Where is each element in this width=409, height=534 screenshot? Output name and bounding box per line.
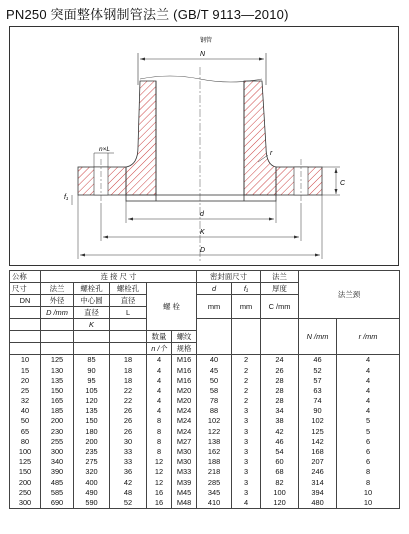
cell-thickness-c: 54 (261, 447, 299, 457)
cell-neck-r: 4 (337, 406, 400, 416)
cell-bolt-thread: M30 (172, 447, 197, 457)
cell-neck-n: 46 (299, 355, 337, 366)
cell-dn: 100 (10, 447, 41, 457)
table-row (10, 437, 400, 447)
cell-thickness-c: 34 (261, 406, 299, 416)
table-row (10, 467, 400, 477)
cell-bolt-thread: M33 (172, 467, 197, 477)
cell-flange-od: 200 (41, 416, 74, 426)
hdr-c-mm: C /mm (261, 295, 299, 319)
cell-bolt-qty: 12 (147, 477, 172, 487)
cell-thickness-c: 28 (261, 375, 299, 385)
cell-flange-od: 125 (41, 355, 74, 366)
cell-seal-f1: 3 (232, 406, 261, 416)
table-row (10, 447, 400, 457)
cell-seal-f1: 3 (232, 467, 261, 477)
cell-flange-od: 135 (41, 375, 74, 385)
cell-neck-n: 57 (299, 375, 337, 385)
hdr-dn: DN (10, 295, 41, 307)
hdr-d: d (197, 283, 232, 295)
cell-dn: 15 (10, 365, 41, 375)
cell-neck-r: 5 (337, 426, 400, 436)
cell-seal-f1: 2 (232, 355, 261, 366)
cell-dn: 125 (10, 457, 41, 467)
cell-neck-n: 394 (299, 487, 337, 497)
cell-neck-n: 90 (299, 406, 337, 416)
pipe-note: 钢管 (199, 38, 213, 44)
cell-flange-od: 230 (41, 426, 74, 436)
table-row (10, 426, 400, 436)
cell-bolt-center: 90 (74, 365, 110, 375)
cell-dn: 32 (10, 396, 41, 406)
cell-bolt-thread: M24 (172, 426, 197, 436)
hdr-r-mm: r /mm (337, 319, 400, 355)
hdr-connect-dims: 连 接 尺 寸 (41, 271, 197, 283)
table-row (10, 498, 400, 509)
cell-seal-d: 45 (197, 365, 232, 375)
cell-thickness-c: 38 (261, 416, 299, 426)
cell-thickness-c: 24 (261, 355, 299, 366)
cell-flange-od: 165 (41, 396, 74, 406)
cell-bolt-thread: M16 (172, 365, 197, 375)
dim-label-N: N (200, 51, 206, 58)
cell-seal-f1: 2 (232, 375, 261, 385)
cell-dn: 20 (10, 375, 41, 385)
cell-bolt-thread: M48 (172, 498, 197, 509)
hdr-l: L (110, 307, 147, 319)
cell-flange-od: 255 (41, 437, 74, 447)
cell-thickness-c: 68 (261, 467, 299, 477)
cell-thickness-c: 42 (261, 426, 299, 436)
cell-seal-f1: 3 (232, 437, 261, 447)
cell-hole-dia: 22 (110, 386, 147, 396)
cell-neck-r: 10 (337, 487, 400, 497)
cell-bolt-center: 400 (74, 477, 110, 487)
cell-neck-r: 8 (337, 467, 400, 477)
cell-flange-od: 130 (41, 365, 74, 375)
cell-seal-d: 40 (197, 355, 232, 366)
flange-cross-section (10, 27, 400, 267)
cell-thickness-c: 82 (261, 477, 299, 487)
cell-flange-od: 150 (41, 386, 74, 396)
hdr-diameter-1: 直径 (110, 295, 147, 307)
cell-bolt-thread: M30 (172, 457, 197, 467)
cell-hole-dia: 18 (110, 375, 147, 385)
cell-seal-d: 58 (197, 386, 232, 396)
cell-seal-d: 410 (197, 498, 232, 509)
cell-seal-f1: 3 (232, 426, 261, 436)
cell-bolt-center: 275 (74, 457, 110, 467)
cell-bolt-qty: 8 (147, 447, 172, 457)
cell-hole-dia: 48 (110, 487, 147, 497)
cell-neck-n: 207 (299, 457, 337, 467)
cell-hole-dia: 33 (110, 447, 147, 457)
hdr-bolt: 螺 栓 (147, 283, 197, 331)
cell-seal-d: 218 (197, 467, 232, 477)
cell-bolt-center: 590 (74, 498, 110, 509)
cell-bolt-center: 120 (74, 396, 110, 406)
cell-neck-n: 52 (299, 365, 337, 375)
cell-bolt-qty: 16 (147, 487, 172, 497)
cell-bolt-qty: 4 (147, 365, 172, 375)
hdr-f1: f₁ (232, 283, 261, 295)
hdr-bolt-hole-dia: 螺栓孔 (110, 283, 147, 295)
cell-bolt-qty: 8 (147, 416, 172, 426)
dim-label-C: C (340, 180, 346, 187)
cell-seal-d: 188 (197, 457, 232, 467)
hdr-flange-top: 法兰 (261, 271, 299, 283)
cell-bolt-center: 180 (74, 426, 110, 436)
cell-dn: 200 (10, 477, 41, 487)
cell-dn: 250 (10, 487, 41, 497)
cell-thickness-c: 28 (261, 396, 299, 406)
cell-dn: 50 (10, 416, 41, 426)
cell-seal-f1: 3 (232, 457, 261, 467)
table-row (10, 477, 400, 487)
cell-bolt-center: 85 (74, 355, 110, 366)
dim-label-d: d (200, 211, 204, 218)
cell-neck-r: 8 (337, 477, 400, 487)
cell-seal-d: 50 (197, 375, 232, 385)
cell-bolt-center: 200 (74, 437, 110, 447)
hdr-spec: 规格 (172, 343, 197, 355)
dim-label-K: K (200, 229, 205, 236)
hdr-flange-od: 法兰 (41, 283, 74, 295)
table-row (10, 355, 400, 366)
cell-neck-n: 480 (299, 498, 337, 509)
cell-hole-dia: 42 (110, 477, 147, 487)
cell-neck-n: 168 (299, 447, 337, 457)
cell-bolt-thread: M27 (172, 437, 197, 447)
cell-seal-d: 78 (197, 396, 232, 406)
hdr-thickness: 厚度 (261, 283, 299, 295)
hdr-mm-1: mm (197, 295, 232, 319)
cell-bolt-qty: 4 (147, 406, 172, 416)
flange-drawing (9, 26, 399, 266)
table-row (10, 487, 400, 497)
cell-seal-f1: 3 (232, 447, 261, 457)
cell-neck-r: 4 (337, 386, 400, 396)
hdr-outer-dia: 外径 (41, 295, 74, 307)
cell-bolt-thread: M20 (172, 386, 197, 396)
cell-neck-r: 6 (337, 447, 400, 457)
cell-thickness-c: 100 (261, 487, 299, 497)
hdr-d-mm: D /mm (41, 307, 74, 319)
cell-bolt-thread: M20 (172, 396, 197, 406)
page-title: PN250 突面整体钢制管法兰 (GB/T 9113—2010) (6, 7, 289, 22)
cell-neck-r: 4 (337, 396, 400, 406)
cell-bolt-center: 320 (74, 467, 110, 477)
cell-hole-dia: 18 (110, 365, 147, 375)
cell-bolt-qty: 4 (147, 355, 172, 366)
cell-hole-dia: 22 (110, 396, 147, 406)
cell-hole-dia: 36 (110, 467, 147, 477)
hdr-bolt-hole-center: 螺栓孔 (74, 283, 110, 295)
cell-flange-od: 390 (41, 467, 74, 477)
hdr-neck: 法兰颈 (299, 271, 400, 319)
hdr-center-circle: 中心圆 (74, 295, 110, 307)
cell-neck-n: 314 (299, 477, 337, 487)
cell-bolt-thread: M24 (172, 416, 197, 426)
table-row (10, 396, 400, 406)
cell-bolt-center: 490 (74, 487, 110, 497)
cell-bolt-center: 235 (74, 447, 110, 457)
hdr-nominal: 公称 (10, 271, 41, 283)
cell-seal-d: 345 (197, 487, 232, 497)
cell-hole-dia: 18 (110, 355, 147, 366)
cell-bolt-qty: 4 (147, 396, 172, 406)
cell-neck-n: 63 (299, 386, 337, 396)
cell-flange-od: 485 (41, 477, 74, 487)
cell-bolt-center: 95 (74, 375, 110, 385)
cell-hole-dia: 26 (110, 416, 147, 426)
cell-thickness-c: 46 (261, 437, 299, 447)
table-row (10, 365, 400, 375)
cell-neck-r: 4 (337, 355, 400, 366)
hdr-diameter-2: 直径 (74, 307, 110, 319)
cell-flange-od: 340 (41, 457, 74, 467)
cell-bolt-center: 135 (74, 406, 110, 416)
cell-neck-r: 6 (337, 457, 400, 467)
cell-bolt-thread: M16 (172, 375, 197, 385)
cell-bolt-qty: 4 (147, 386, 172, 396)
hdr-n-mm: N /mm (299, 319, 337, 355)
hdr-k: K (74, 319, 110, 331)
hdr-thread: 螺纹 (172, 331, 197, 343)
cell-neck-n: 74 (299, 396, 337, 406)
cell-dn: 150 (10, 467, 41, 477)
cell-seal-d: 162 (197, 447, 232, 457)
hdr-n-unit: n /个 (147, 343, 172, 355)
cell-seal-d: 102 (197, 416, 232, 426)
cell-flange-od: 300 (41, 447, 74, 457)
cell-flange-od: 690 (41, 498, 74, 509)
table-row (10, 375, 400, 385)
cell-seal-d: 122 (197, 426, 232, 436)
cell-seal-f1: 4 (232, 498, 261, 509)
cell-bolt-qty: 4 (147, 375, 172, 385)
dim-label-nL: n×L (99, 146, 111, 153)
cell-seal-d: 88 (197, 406, 232, 416)
hdr-mm-2: mm (232, 295, 261, 319)
cell-neck-n: 246 (299, 467, 337, 477)
cell-hole-dia: 26 (110, 406, 147, 416)
cell-bolt-qty: 8 (147, 426, 172, 436)
cell-neck-n: 125 (299, 426, 337, 436)
table-row (10, 386, 400, 396)
cell-hole-dia: 33 (110, 457, 147, 467)
cell-thickness-c: 26 (261, 365, 299, 375)
cell-seal-f1: 3 (232, 487, 261, 497)
cell-hole-dia: 30 (110, 437, 147, 447)
cell-seal-f1: 2 (232, 365, 261, 375)
cell-dn: 65 (10, 426, 41, 436)
cell-dn: 40 (10, 406, 41, 416)
cell-neck-r: 4 (337, 375, 400, 385)
cell-bolt-center: 105 (74, 386, 110, 396)
cell-seal-f1: 2 (232, 396, 261, 406)
cell-thickness-c: 60 (261, 457, 299, 467)
cell-bolt-qty: 8 (147, 437, 172, 447)
hdr-seal-dims: 密封面尺寸 (197, 271, 261, 283)
cell-dn: 25 (10, 386, 41, 396)
cell-hole-dia: 52 (110, 498, 147, 509)
cell-neck-r: 4 (337, 365, 400, 375)
cell-thickness-c: 28 (261, 386, 299, 396)
cell-hole-dia: 26 (110, 426, 147, 436)
cell-seal-d: 138 (197, 437, 232, 447)
flange-spec-table (9, 270, 400, 509)
dim-label-D: D (200, 247, 206, 254)
cell-bolt-qty: 12 (147, 457, 172, 467)
cell-dn: 80 (10, 437, 41, 447)
cell-bolt-thread: M24 (172, 406, 197, 416)
cell-neck-n: 102 (299, 416, 337, 426)
cell-bolt-thread: M45 (172, 487, 197, 497)
table-row (10, 406, 400, 416)
cell-bolt-center: 150 (74, 416, 110, 426)
cell-seal-d: 285 (197, 477, 232, 487)
cell-dn: 10 (10, 355, 41, 366)
table-row (10, 416, 400, 426)
table-body (10, 355, 400, 509)
cell-bolt-qty: 16 (147, 498, 172, 509)
cell-neck-r: 5 (337, 416, 400, 426)
cell-neck-n: 142 (299, 437, 337, 447)
cell-neck-r: 10 (337, 498, 400, 509)
cell-thickness-c: 120 (261, 498, 299, 509)
cell-bolt-thread: M39 (172, 477, 197, 487)
cell-dn: 300 (10, 498, 41, 509)
cell-seal-f1: 3 (232, 416, 261, 426)
table-row (10, 457, 400, 467)
cell-flange-od: 185 (41, 406, 74, 416)
dim-label-f1: f₁ (64, 194, 69, 201)
cell-seal-f1: 3 (232, 477, 261, 487)
hdr-qty: 数量 (147, 331, 172, 343)
dim-label-r: r (270, 150, 273, 157)
hdr-size: 尺寸 (10, 283, 41, 295)
cell-flange-od: 585 (41, 487, 74, 497)
cell-bolt-qty: 12 (147, 467, 172, 477)
cell-bolt-thread: M16 (172, 355, 197, 366)
cell-seal-f1: 2 (232, 386, 261, 396)
cell-neck-r: 6 (337, 437, 400, 447)
